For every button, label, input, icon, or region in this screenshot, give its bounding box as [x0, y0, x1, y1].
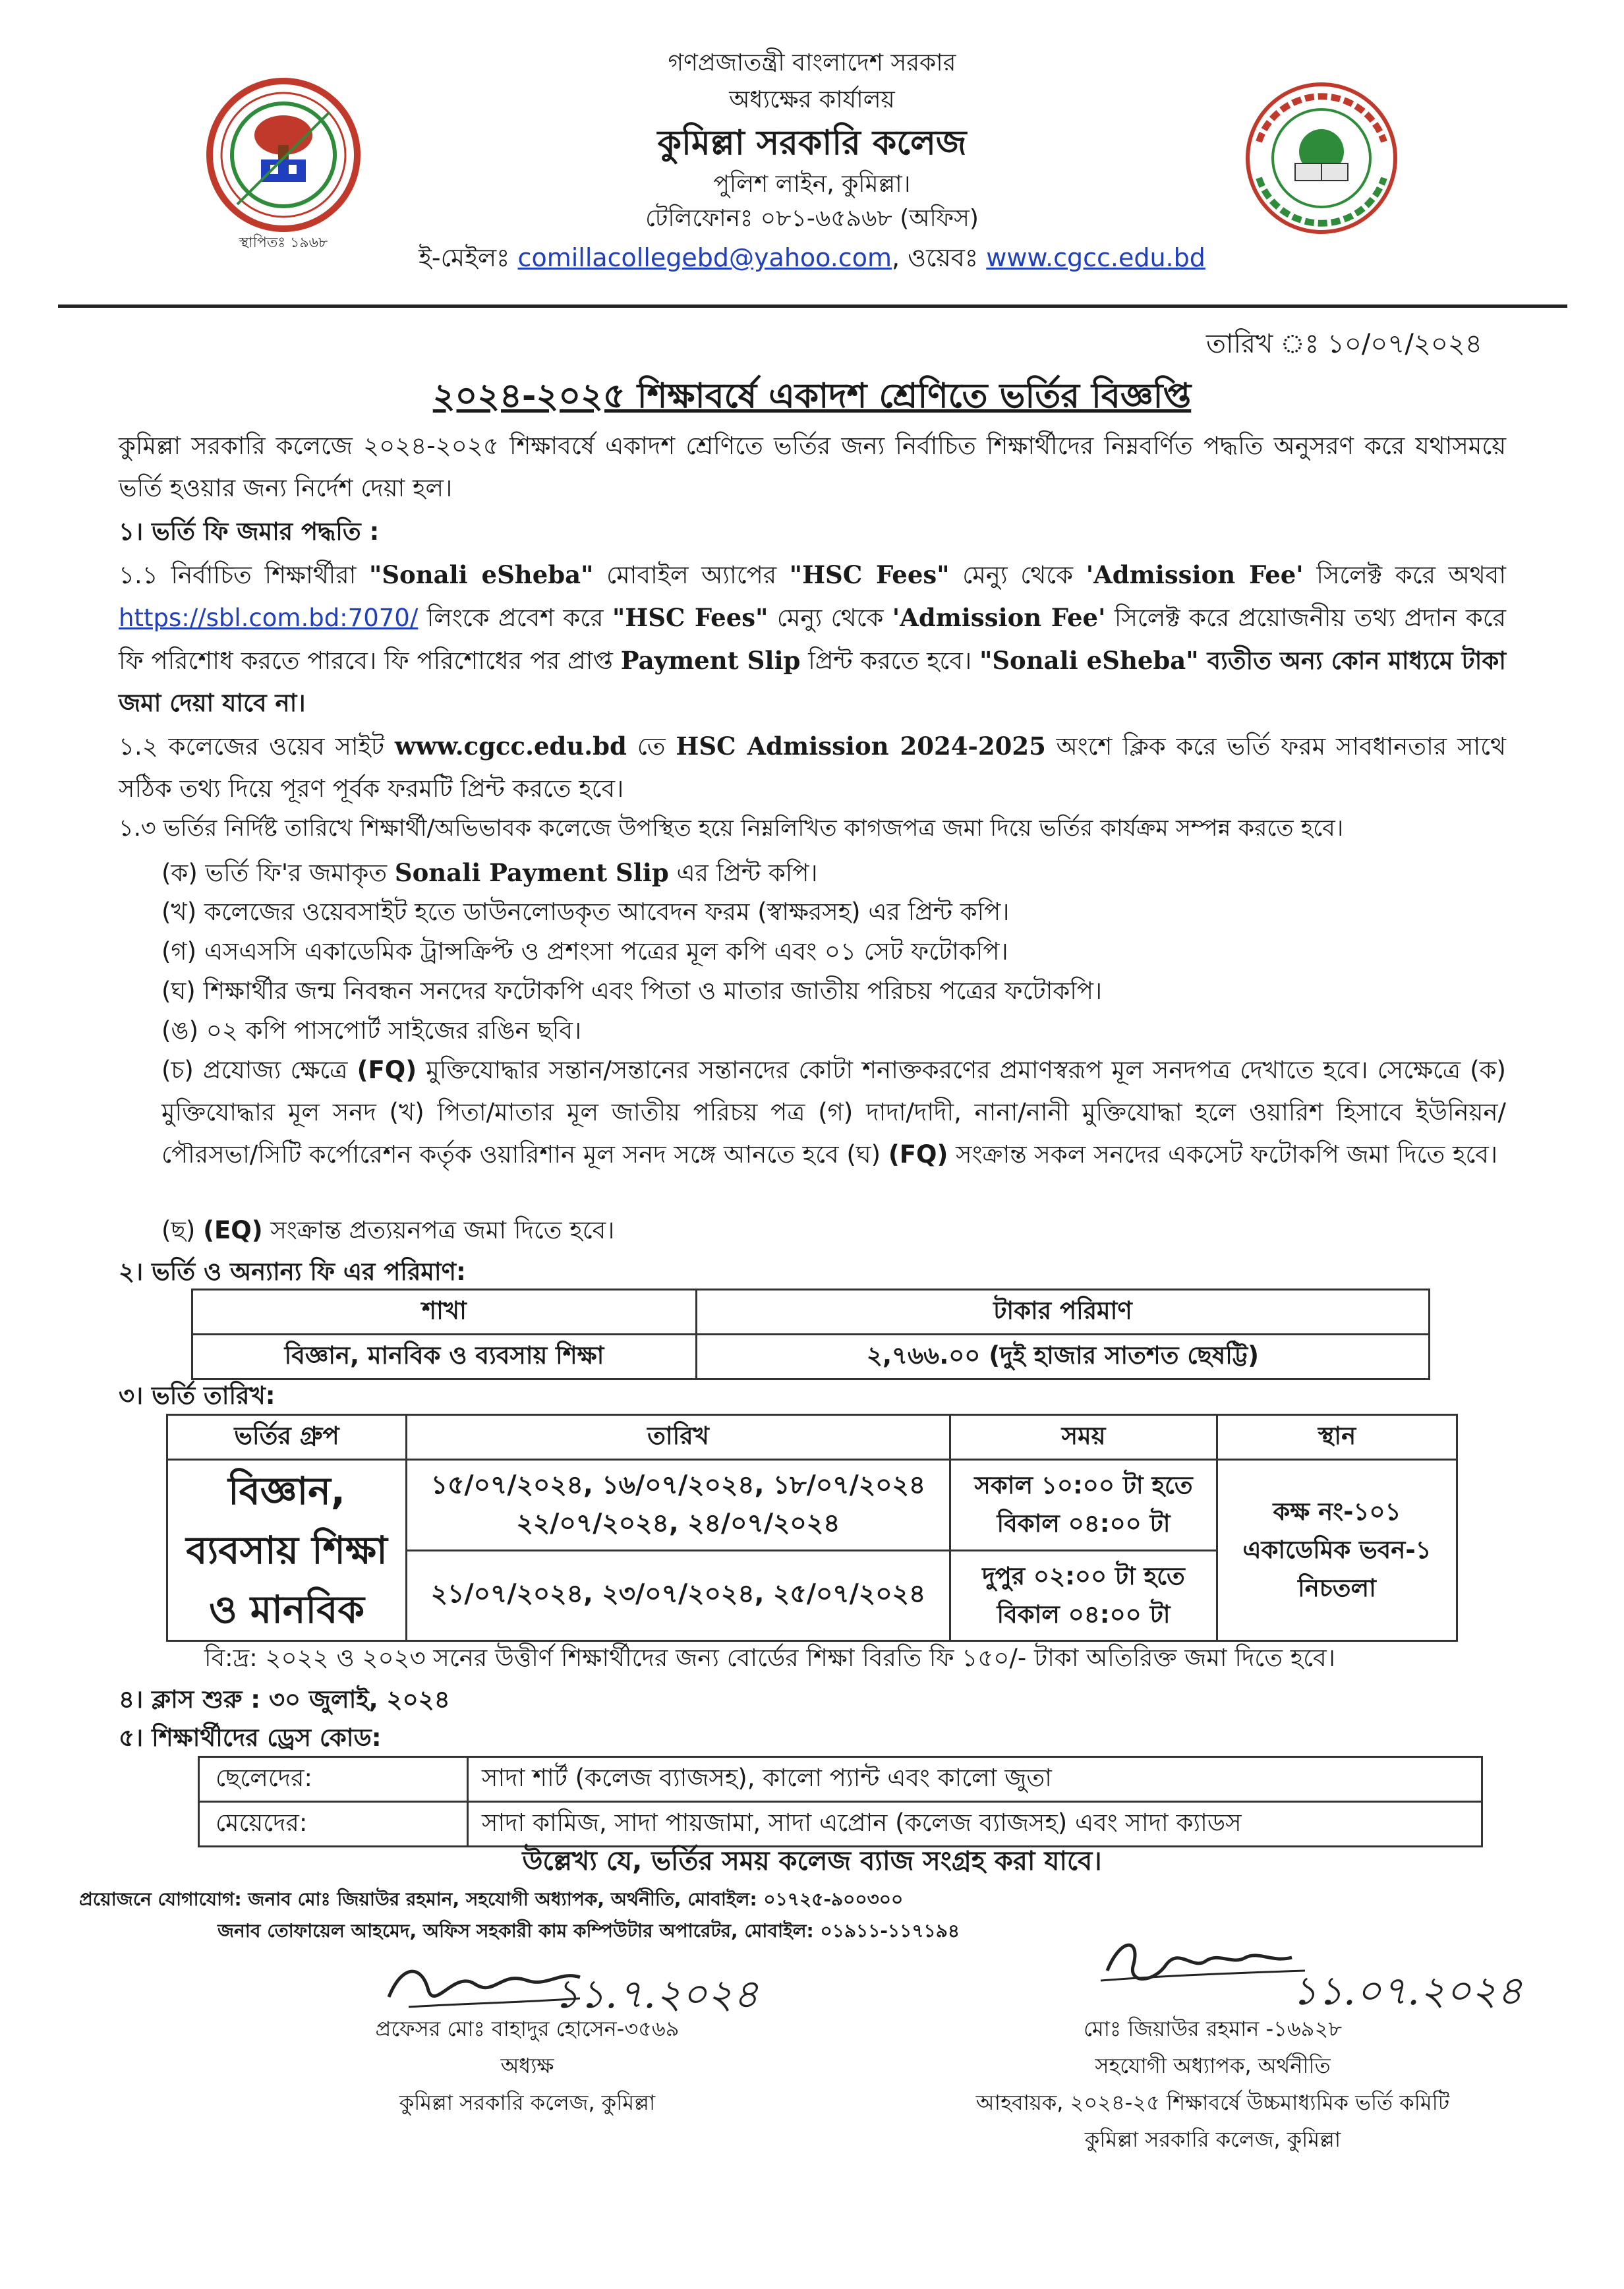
- column-header-time: সময়: [950, 1415, 1217, 1460]
- notice-date: তারিখ ঃ ১০/০৭/২০২৪: [1206, 329, 1482, 359]
- sonali-payment-slip-label: Sonali Payment Slip: [394, 858, 669, 887]
- admission-fee-label: 'Admission Fee': [1086, 560, 1304, 589]
- contact-line-2: জনাব তোফায়েল আহমেদ, অফিস সহকারী কাম কম্পিউটার অপারেটর, মোবাইল: ০১৯১১-১১৭১৯৪: [218, 1920, 960, 1942]
- section1-heading: ১। ভর্তি ফি জমার পদ্ধতি :: [119, 517, 380, 546]
- phone-line: টেলিফোনঃ ০৮১-৬৫৯৬৮ (অফিস): [645, 205, 979, 232]
- table-header-row: [192, 1290, 1430, 1335]
- list-item-text: সংক্রান্ত প্রত্যয়নপত্র জমা দিতে হবে।: [262, 1216, 615, 1244]
- web-label: , ওয়েবঃ: [891, 243, 979, 272]
- convener-signature-date: ১১.০৭.২০২৪: [1292, 1968, 1523, 2014]
- table-row: [167, 1460, 1457, 1551]
- list-item-ka: [161, 852, 1506, 894]
- schedule-table: [166, 1414, 1458, 1642]
- list-item-text: (ক) ভর্তি ফি'র জমাকৃত: [161, 859, 395, 887]
- amount-cell: ২,৭৬৬.০০ (দুই হাজার সাতশত ছেষট্টি): [697, 1335, 1430, 1379]
- table-row: [192, 1335, 1430, 1379]
- p12-text: ১.২ কলেজের ওয়েব সাইট: [119, 732, 395, 761]
- place-cell: [1217, 1460, 1457, 1641]
- header-divider: [58, 304, 1567, 308]
- p12-text: অংশে ক্লিক করে ভর্তি ফরম সাবধানতার সাথে সঠিক তথ্য দিয়ে পূরণ পূর্বক ফরমটি প্রিন্ট করতে হবে।: [119, 732, 1506, 803]
- list-item-chha: [161, 1209, 1506, 1252]
- website-link[interactable]: www.cgcc.edu.bd: [986, 243, 1205, 272]
- section3-heading: ৩। ভর্তি তারিখ:: [119, 1381, 276, 1410]
- table-header-row: [167, 1415, 1457, 1460]
- convener-name: মোঃ জিয়াউর রহমান -১৬৯২৮: [1083, 2016, 1343, 2041]
- office-line: অধ্যক্ষের কার্যালয়: [729, 86, 895, 113]
- contact-line-1: প্রয়োজনে যোগাযোগ: জনাব মোঃ জিয়াউর রহমান, সহযোগী অধ্যাপক, অর্থনীতি, মোবাইল: ০১৭২৫-৯০০৩০০: [79, 1888, 904, 1910]
- list-item-text: (ছ): [161, 1216, 204, 1244]
- section5-heading: ৫। শিক্ষার্থীদের ড্রেস কোড:: [119, 1724, 382, 1752]
- dress-value-cell: সাদা কামিজ, সাদা পায়জামা, সাদা এপ্রোন (কলেজ ব্যাজসহ) এবং সাদা ক্যাডস: [468, 1802, 1482, 1847]
- convener-role: আহবায়ক, ২০২৪-২৫ শিক্ষাবর্ষে উচ্চমাধ্যমিক ভর্তি কমিটি: [975, 2090, 1450, 2115]
- convener-org: কুমিল্লা সরকারি কলেজ, কুমিল্লা: [1084, 2127, 1341, 2152]
- place-line: একাডেমিক ভবন-১: [1242, 1536, 1432, 1564]
- admission-fee-label: 'Admission Fee': [892, 603, 1106, 632]
- principal-block: [297, 2010, 758, 2121]
- p11-text: ১.১ নির্বাচিত শিক্ষার্থীরা: [119, 561, 370, 589]
- column-header-place: স্থান: [1217, 1415, 1457, 1460]
- section4-heading: ৪। ক্লাস শুরু : ৩০ জুলাই, ২০২৪: [119, 1685, 450, 1714]
- principal-org: কুমিল্লা সরকারি কলেজ, কুমিল্লা: [399, 2090, 656, 2115]
- principal-signature-date: ১১.৭.২০২৪: [554, 1971, 759, 2017]
- p11-text: মেন্যু থেকে: [768, 604, 892, 632]
- time-line: বিকাল ০৪:০০ টা: [997, 1509, 1171, 1538]
- time-line: বিকাল ০৪:০০ টা: [997, 1600, 1171, 1629]
- group-line: ব্যবসায় শিক্ষা: [186, 1528, 388, 1573]
- place-line: নিচতলা: [1298, 1574, 1376, 1602]
- email-link[interactable]: comillacollegebd@yahoo.com: [517, 243, 892, 272]
- hsc-fees-label: "HSC Fees": [612, 603, 768, 632]
- p11-text: মোবাইল অ্যাপের: [593, 561, 790, 589]
- fq-label: (FQ): [357, 1056, 417, 1084]
- paragraph-1-3: ১.৩ ভর্তির নির্দিষ্ট তারিখে শিক্ষার্থী/অভিভাবক কলেজে উপস্থিত হয়ে নিম্নলিখিত কাগজপত্র জমা দিয়ে ভর্তির কার্যক্রম সম্পন্ন করতে হবে।: [119, 815, 1344, 842]
- contact-line: [0, 239, 1624, 281]
- hsc-fees-label: "HSC Fees": [789, 560, 950, 589]
- paragraph-1-2: [119, 725, 1506, 810]
- group-line: বিজ্ঞান,: [228, 1468, 345, 1513]
- eq-label: (EQ): [203, 1216, 263, 1244]
- schedule-note: বি:দ্র: ২০২২ ও ২০২৩ সনের উত্তীর্ণ শিক্ষার্থীদের জন্য বোর্ডের শিক্ষা বিরতি ফি ১৫০/- টাকা অতিরিক্ত জমা দিতে হবে।: [204, 1644, 1335, 1672]
- dress-value-cell: সাদা শার্ট (কলেজ ব্যাজসহ), কালো প্যান্ট এবং কালো জুতা: [468, 1757, 1482, 1802]
- dress-label-cell: মেয়েদের:: [199, 1802, 468, 1847]
- paragraph-1-1: [119, 554, 1506, 724]
- sonali-esheba-label: "Sonali eSheba": [979, 646, 1199, 675]
- fq-label: (FQ): [888, 1140, 948, 1169]
- principal-title: অধ্যক্ষ: [500, 2053, 554, 2078]
- payment-slip-label: Payment Slip: [620, 646, 801, 675]
- list-item-ga: (গ) এসএসসি একাডেমিক ট্রান্সক্রিপ্ট ও প্রশংসা পত্রের মূল কপি এবং ০১ সেট ফটোকপি।: [161, 937, 1008, 966]
- hsc-admission-label: HSC Admission 2024-2025: [676, 732, 1046, 761]
- dress-label-cell: ছেলেদের:: [199, 1757, 468, 1802]
- list-item-text: মুক্তিযোদ্ধার সন্তান/সন্তানের সন্তানদের কোটা শনাক্তকরণের প্রমাণস্বরূপ মূল সনদপত্র দেখাতে হবে। সেক্ষেত্রে (ক) মুক্তিযোদ্ধার মূল সনদ (খ) পিতা/মাতার মূল জাতীয় পরিচয় পত্র (গ) দাদা/দাদী, নানা/নানী মুক্তিযোদ্ধা হলে ওয়ারিশ হিসাবে ইউনিয়ন/পৌরসভা/সিটি কর্পোরেশন কর্তৃক ওয়ারিশান মূল সনদ সঙ্গে আনতে হবে (ঘ): [161, 1056, 1506, 1169]
- address-line: পুলিশ লাইন, কুমিল্লা।: [713, 171, 911, 198]
- dress-code-table: [198, 1756, 1483, 1847]
- table-row: [199, 1757, 1482, 1802]
- principal-name: প্রফেসর মোঃ বাহাদুর হোসেন-৩৫৬৯: [375, 2016, 680, 2041]
- section2-heading: ২। ভর্তি ও অন্যান্য ফি এর পরিমাণ:: [119, 1258, 466, 1286]
- time-cell: [950, 1460, 1217, 1551]
- column-header-group: ভর্তির গ্রুপ: [167, 1415, 407, 1460]
- notice-title: ২০২৪-২০২৫ শিক্ষাবর্ষে একাদশ শ্রেণিতে ভর্তির বিজ্ঞপ্তি: [432, 376, 1192, 416]
- list-item-kha: (খ) কলেজের ওয়েবসাইট হতে ডাউনলোডকৃত আবেদন ফরম (স্বাক্ষরসহ) এর প্রিন্ট কপি।: [161, 898, 1010, 926]
- date-cell: [407, 1460, 950, 1551]
- p11-text: ব্যতীত অন্য কোন মাধ্যমে টাকা জমা দেয়া যাবে না।: [119, 647, 1506, 717]
- sonali-esheba-label: "Sonali eSheba": [369, 560, 594, 589]
- list-item-cha: [161, 1049, 1506, 1176]
- p11-text: মেন্যু থেকে: [949, 561, 1086, 589]
- sbl-payment-link[interactable]: https://sbl.com.bd:7070/: [119, 604, 419, 632]
- column-header-branch: শাখা: [192, 1290, 697, 1335]
- p12-text: তে: [626, 732, 676, 761]
- date-cell: ২১/০৭/২০২৪, ২৩/০৭/২০২৪, ২৫/০৭/২০২৪: [407, 1550, 950, 1641]
- p11-text: লিংকে প্রবেশ করে: [418, 604, 612, 632]
- list-item-text: সংক্রান্ত সকল সনদের একসেট ফটোকপি জমা দিতে হবে।: [948, 1140, 1498, 1169]
- group-line: ও মানবিক: [209, 1587, 364, 1632]
- email-label: ই-মেইলঃ: [419, 243, 510, 272]
- list-item-text: (চ) প্রযোজ্য ক্ষেত্রে: [161, 1056, 357, 1084]
- svg-text:স্থাপিতঃ ১৯৬৮: স্থাপিতঃ ১৯৬৮: [239, 235, 328, 251]
- time-cell: [950, 1550, 1217, 1641]
- column-header-amount: টাকার পরিমাণ: [697, 1290, 1430, 1335]
- convener-title: সহযোগী অধ্যাপক, অর্থনীতি: [1095, 2053, 1331, 2078]
- convener-signature: [1094, 1925, 1318, 2000]
- intro-paragraph: কুমিল্লা সরকারি কলেজে ২০২৪-২০২৫ শিক্ষাবর্ষে একাদশ শ্রেণিতে ভর্তির জন্য নির্বাচিত শিক্ষার্থীদের নিম্নবর্ণিত পদ্ধতি অনুসরণ করে যথাসময়ে ভর্তি হওয়ার জন্য নির্দেশ দেয়া হল।: [119, 432, 1506, 502]
- fee-table: [191, 1289, 1430, 1380]
- convener-block: [877, 2010, 1549, 2158]
- group-cell: [167, 1460, 407, 1641]
- date-line: ১৫/০৭/২০২৪, ১৬/০৭/২০২৪, ১৮/০৭/২০২৪: [430, 1470, 926, 1501]
- college-name: কুমিল্লা সরকারি কলেজ: [657, 123, 967, 163]
- list-item-gha: (ঘ) শিক্ষার্থীর জন্ম নিবন্ধন সনদের ফটোকপি এবং পিতা ও মাতার জাতীয় পরিচয় পত্রের ফটোকপি।: [161, 977, 1103, 1005]
- govt-line: গণপ্রজাতন্ত্রী বাংলাদেশ সরকার: [668, 49, 956, 76]
- date-line: ২২/০৭/২০২৪, ২৪/০৭/২০২৪: [516, 1509, 840, 1539]
- p11-text: সিলেক্ট করে প্রয়োজনীয় তথ্য প্রদান করে ফি পরিশোধ করতে পারবে। ফি পরিশোধের পর প্রাপ্ত: [119, 604, 1506, 675]
- p11-text: সিলেক্ট করে অথবা: [1303, 561, 1507, 589]
- branch-cell: বিজ্ঞান, মানবিক ও ব্যবসায় শিক্ষা: [192, 1335, 697, 1379]
- list-item-text: এর প্রিন্ট কপি।: [668, 859, 818, 887]
- p11-text: প্রিন্ট করতে হবে।: [800, 647, 980, 675]
- place-line: কক্ষ নং-১০১: [1273, 1497, 1401, 1526]
- list-item-uma: (ঙ) ০২ কপি পাসপোর্ট সাইজের রঙিন ছবি।: [161, 1016, 582, 1045]
- badge-note: উল্লেখ্য যে, ভর্তির সময় কলেজ ব্যাজ সংগ্রহ করা যাবে।: [522, 1846, 1102, 1876]
- time-line: দুপুর ০২:০০ টা হতে: [982, 1561, 1185, 1590]
- website-text: www.cgcc.edu.bd: [394, 732, 627, 761]
- time-line: সকাল ১০:০০ টা হতে: [974, 1471, 1193, 1500]
- column-header-date: তারিখ: [407, 1415, 950, 1460]
